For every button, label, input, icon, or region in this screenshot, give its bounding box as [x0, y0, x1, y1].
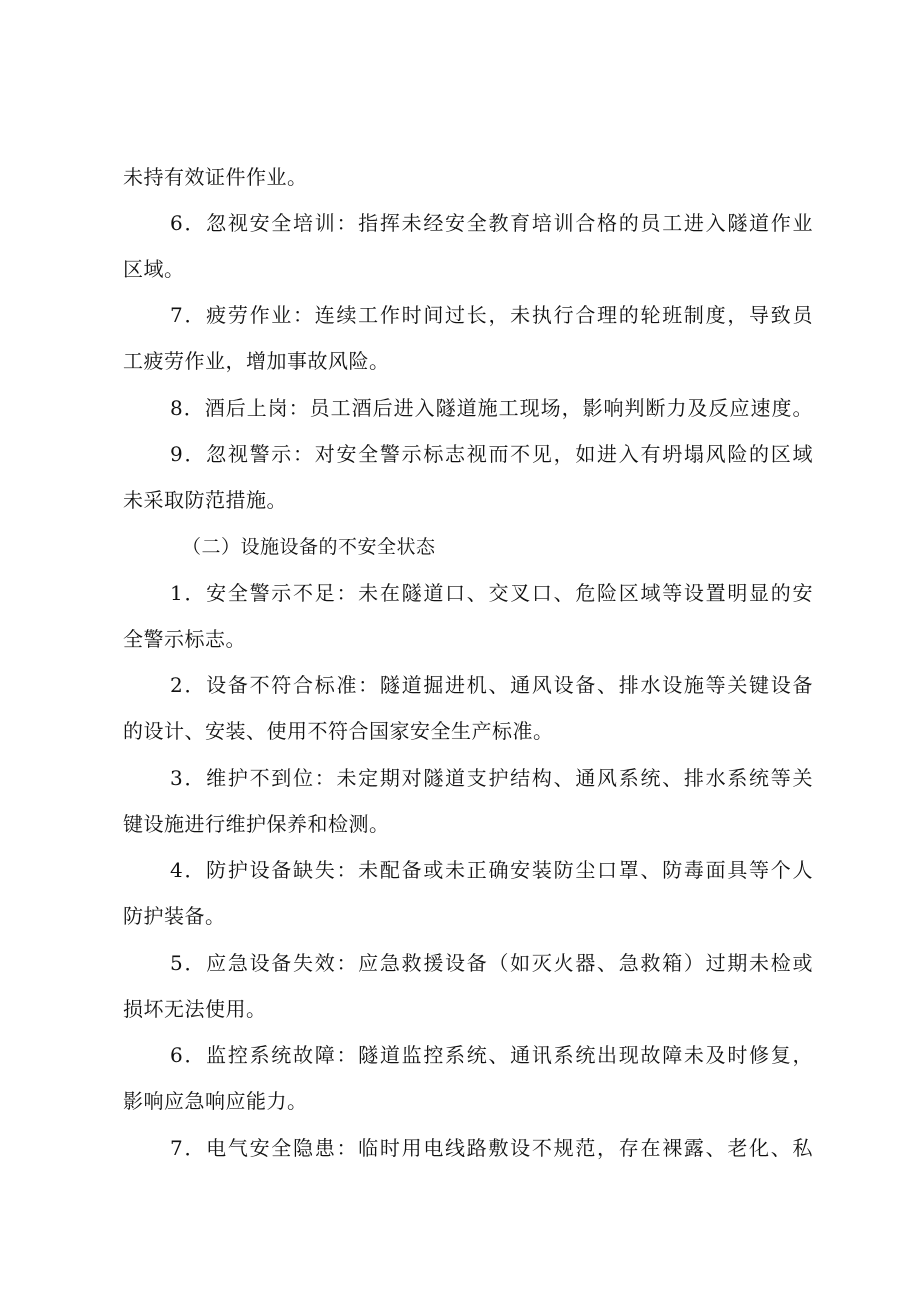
- paragraph-line: 2．设备不符合标准：隧道掘进机、通风设备、排水设施等关键设备: [170, 673, 813, 697]
- paragraph-line: 工疲劳作业，增加事故风险。: [123, 349, 390, 373]
- paragraph-line: 影响应急响应能力。: [123, 1089, 308, 1113]
- paragraph-line: 6．监控系统故障：隧道监控系统、通讯系统出现故障未及时修复，: [170, 1043, 813, 1067]
- paragraph-line: 5．应急设备失效：应急救援设备（如灭火器、急救箱）过期未检或: [170, 951, 813, 975]
- paragraph-line: 的设计、安装、使用不符合国家安全生产标准。: [123, 719, 554, 743]
- paragraph-line: 损坏无法使用。: [123, 997, 267, 1021]
- paragraph-line: 未采取防范措施。: [123, 488, 287, 512]
- paragraph-line: 防护装备。: [123, 904, 226, 928]
- paragraph-line: 键设施进行维护保养和检测。: [123, 812, 390, 836]
- paragraph-line: 8．酒后上岗：员工酒后进入隧道施工现场，影响判断力及反应速度。: [170, 396, 813, 420]
- section-heading: （二）设施设备的不安全状态: [182, 536, 436, 558]
- paragraph-line: 9．忽视警示：对安全警示标志视而不见，如进入有坍塌风险的区域: [170, 442, 813, 466]
- paragraph-line: 1．安全警示不足：未在隧道口、交叉口、危险区域等设置明显的安: [170, 581, 813, 605]
- paragraph-line: 未持有效证件作业。: [123, 165, 308, 189]
- paragraph-line: 7．电气安全隐患：临时用电线路敷设不规范，存在裸露、老化、私: [170, 1136, 813, 1160]
- paragraph-line: 区域。: [123, 257, 185, 281]
- paragraph-line: 4．防护设备缺失：未配备或未正确安装防尘口罩、防毒面具等个人: [170, 858, 813, 882]
- paragraph-line: 全警示标志。: [123, 627, 246, 651]
- paragraph-line: 6．忽视安全培训：指挥未经安全教育培训合格的员工进入隧道作业: [170, 211, 813, 235]
- paragraph-line: 3．维护不到位：未定期对隧道支护结构、通风系统、排水系统等关: [170, 766, 813, 790]
- paragraph-line: 7．疲劳作业：连续工作时间过长，未执行合理的轮班制度，导致员: [170, 303, 813, 327]
